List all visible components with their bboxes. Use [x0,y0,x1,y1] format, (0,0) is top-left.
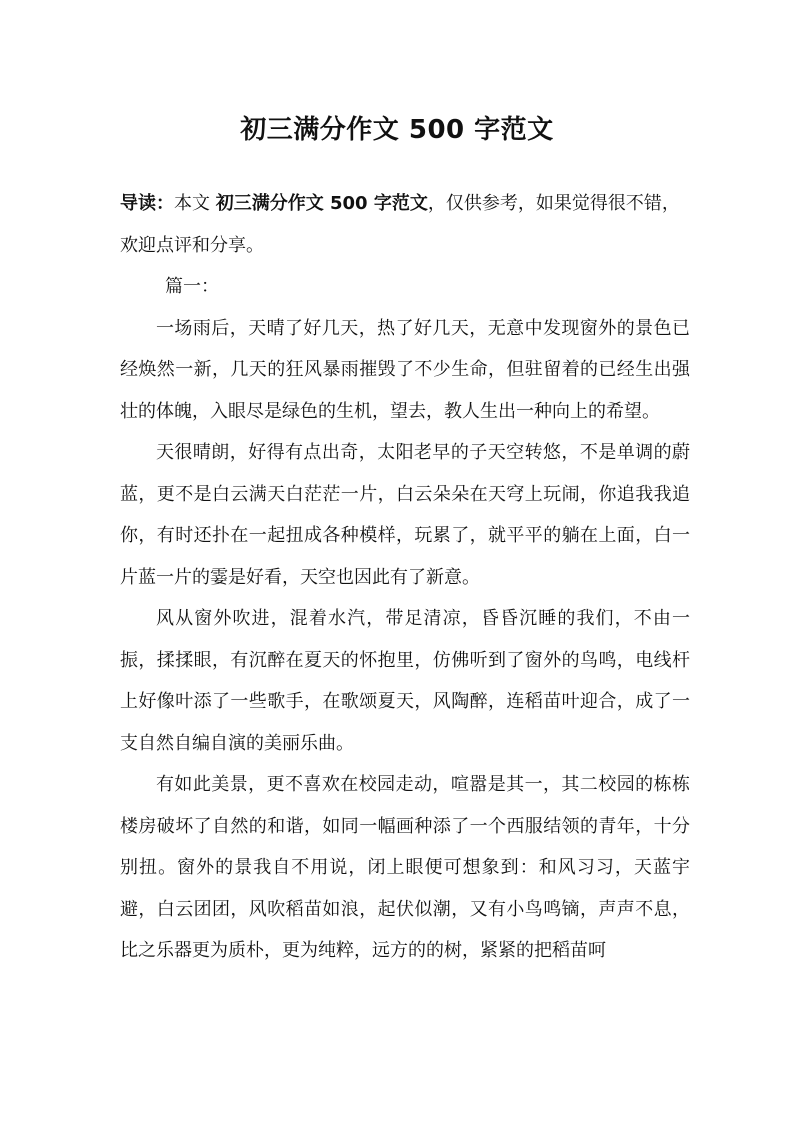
lead-article-title: 初三满分作文 500 字范文 [215,193,428,214]
lead-label: 导读： [120,193,174,214]
lead-prefix: 本文 [174,193,216,214]
document-title: 初三满分作文 500 字范文 [240,115,554,145]
document-body [120,183,690,972]
body-paragraph-4: 有如此美景，更不喜欢在校园走动，喧嚣是其一，其二校园的栋栋楼房破坏了自然的和谐，如同一幅画种添了一个西服结领的青年，十分别扭。窗外的景我自不用说，闭上眼便可想象到：和风习习，天蓝宇避，白云团团，风吹稻苗如浪，起伏似潮，又有小鸟鸣镝，声声不息，比之乐器更为质朴，更为纯粹，远方的的树，紧紧的把稻苗呵 [120,774,690,961]
lead-suffix: ，仅供参考，如果觉得很不错，欢迎点评和分享。 [120,193,680,256]
lead-paragraph [120,183,690,266]
section-label: 篇一： [165,276,219,297]
body-paragraph-3: 风从窗外吹进，混着水汽，带足清凉，昏昏沉睡的我们，不由一振，揉揉眼，有沉醉在夏天的怀抱里，仿佛听到了窗外的鸟鸣，电线杆上好像叶添了一些歌手，在歌颂夏天，风陶醉，连稻苗叶迎合，成了一支自然自编自演的美丽乐曲。 [120,608,690,754]
body-paragraph-1: 一场雨后，天晴了好几天，热了好几天，无意中发现窗外的景色已经焕然一新，几天的狂风暴雨摧毁了不少生命，但驻留着的已经生出强壮的体魄，入眼尽是绿色的生机，望去，教人生出一种向上的希望。 [120,317,690,422]
body-paragraph-2: 天很晴朗，好得有点出奇，太阳老早的子天空转悠，不是单调的蔚蓝，更不是白云满天白茫茫一片，白云朵朵在天穹上玩闹，你追我我追你，有时还扑在一起扭成各种模样，玩累了，就平平的躺在上面，白一片蓝一片的霎是好看，天空也因此有了新意。 [120,442,690,588]
